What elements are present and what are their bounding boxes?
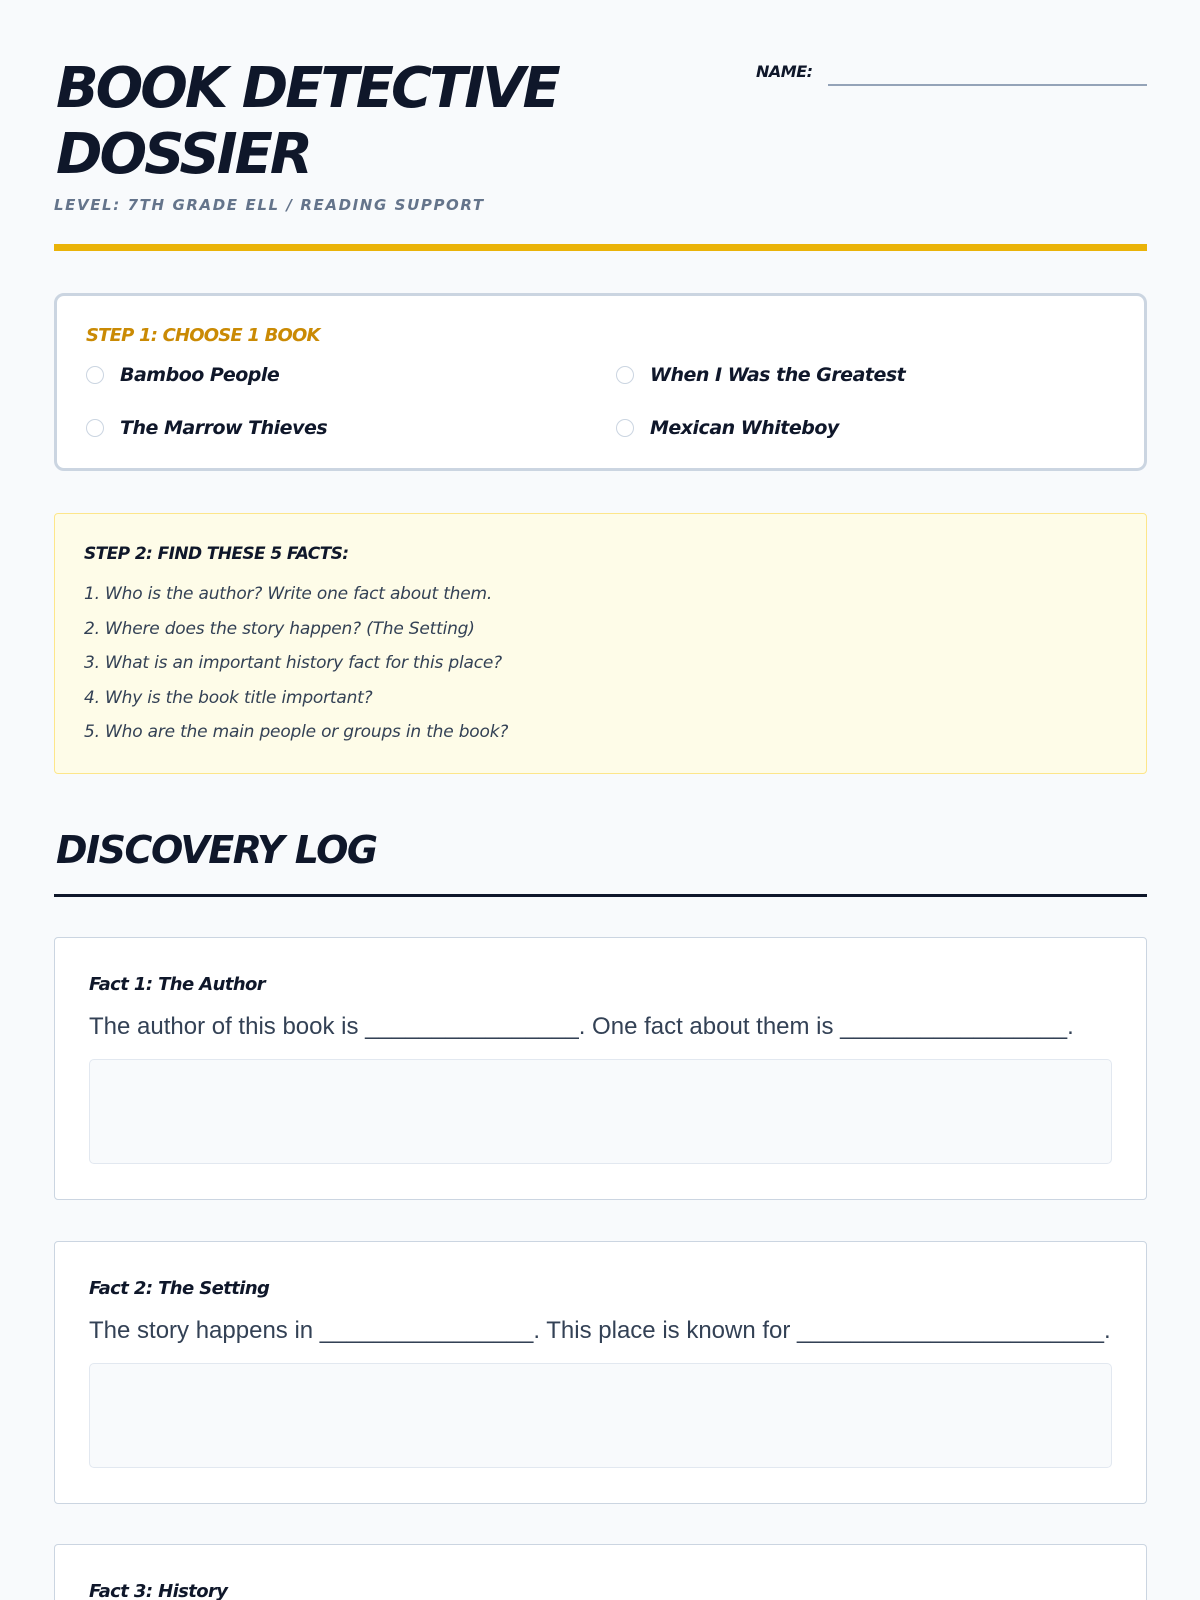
discovery-log-divider (54, 894, 1147, 897)
page-title: BOOK DETECTIVE DOSSIER (56, 56, 558, 187)
radio-button[interactable] (616, 366, 634, 384)
fact-card-title: Fact 2: The Setting (89, 1278, 270, 1299)
book-option-label: Mexican Whiteboy (650, 417, 839, 439)
step1-card (54, 293, 1147, 471)
fact-card-author (54, 937, 1147, 1200)
facts-list (84, 584, 508, 757)
name-label: NAME: (756, 62, 813, 81)
radio-button[interactable] (86, 366, 104, 384)
fact-card-history (54, 1544, 1147, 1600)
book-option-the-marrow-thieves[interactable] (86, 415, 327, 441)
answer-box[interactable] (89, 1363, 1112, 1468)
radio-button[interactable] (616, 419, 634, 437)
level-subtitle: LEVEL: 7TH GRADE ELL / READING SUPPORT (54, 196, 485, 214)
fact-card-title: Fact 1: The Author (89, 974, 266, 995)
book-option-label: The Marrow Thieves (120, 417, 328, 439)
book-option-label: When I Was the Greatest (650, 364, 906, 386)
worksheet-page (54, 0, 1147, 1600)
book-option-when-i-was-the-greatest[interactable] (616, 362, 905, 388)
step2-title: STEP 2: FIND THESE 5 FACTS: (84, 544, 349, 564)
answer-box[interactable] (89, 1059, 1112, 1164)
header-divider (54, 244, 1147, 251)
fill-in-sentence: The author of this book is ________________. One fact about them is _________________. (89, 1013, 1074, 1040)
list-item: 2. Where does the story happen? (The Setting) (84, 618, 475, 639)
name-field[interactable] (756, 60, 1147, 88)
name-input-line[interactable] (828, 84, 1147, 86)
fill-in-sentence: The story happens in ________________. This place is known for _______________________. (89, 1317, 1111, 1344)
step2-card (54, 513, 1147, 774)
step1-title: STEP 1: CHOOSE 1 BOOK (86, 325, 320, 346)
radio-button[interactable] (86, 419, 104, 437)
list-item: 3. What is an important history fact for this place? (84, 653, 502, 673)
list-item: 4. Why is the book title important? (84, 687, 373, 708)
fact-card-setting (54, 1241, 1147, 1504)
book-option-mexican-whiteboy[interactable] (616, 415, 839, 441)
book-option-bamboo-people[interactable] (86, 362, 279, 388)
list-item: 1. Who is the author? Write one fact about them. (84, 584, 493, 604)
fact-card-title: Fact 3: History (89, 1581, 228, 1600)
discovery-log-heading: DISCOVERY LOG (56, 828, 377, 872)
book-option-label: Bamboo People (120, 364, 280, 386)
worksheet-header (54, 0, 1147, 240)
list-item: 5. Who are the main people or groups in the book? (84, 722, 509, 742)
